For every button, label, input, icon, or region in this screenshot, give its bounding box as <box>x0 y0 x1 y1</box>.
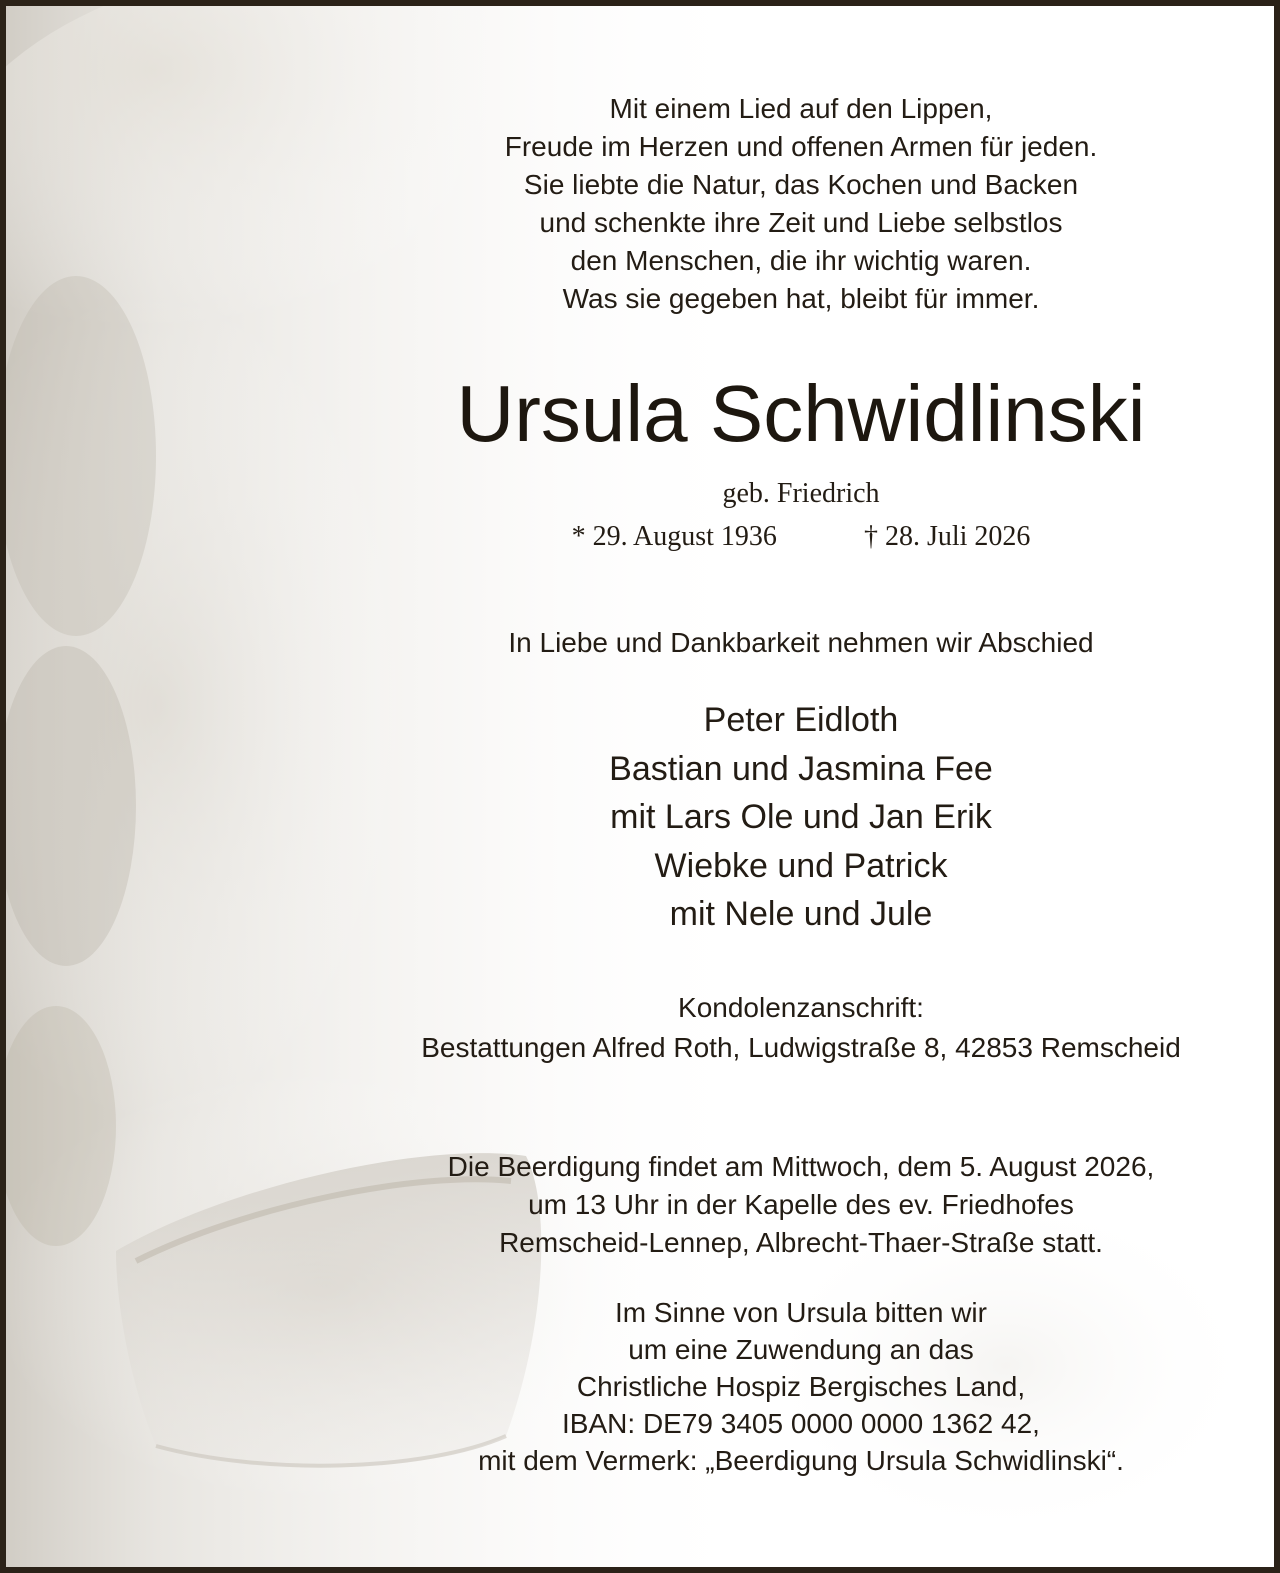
poem-line: Freude im Herzen und offenen Armen für jeden. <box>504 131 1098 162</box>
poem-block <box>386 90 1216 318</box>
life-dates <box>386 517 1216 557</box>
poem-line: Was sie gegeben hat, bleibt für immer. <box>562 283 1040 314</box>
funeral-line: Die Beerdigung findet am Mittwoch, dem 5. August 2026, <box>447 1151 1155 1182</box>
donation-line: Christliche Hospiz Bergisches Land, <box>576 1371 1026 1402</box>
poem-line: den Menschen, die ihr wichtig waren. <box>570 245 1032 276</box>
death-date: † 28. Juli 2026 <box>863 521 1031 552</box>
deceased-name: Ursula Schwidlinski <box>456 369 1146 458</box>
funeral-info <box>386 1148 1216 1262</box>
birth-date: * 29. August 1936 <box>571 521 777 552</box>
poem-line: und schenkte ihre Zeit und Liebe selbstlos <box>539 207 1063 238</box>
family-member: Wiebke und Patrick <box>654 846 948 885</box>
condolence-block <box>386 988 1216 1068</box>
funeral-line: um 13 Uhr in der Kapelle des ev. Friedhofes <box>528 1189 1074 1220</box>
family-member: Peter Eidloth <box>703 701 899 739</box>
poem-line: Mit einem Lied auf den Lippen, <box>609 93 993 124</box>
family-member: mit Lars Ole und Jan Erik <box>610 798 992 836</box>
donation-line: Im Sinne von Ursula bitten wir <box>615 1297 987 1328</box>
funeral-line: Remscheid-Lennep, Albrecht-Thaer-Straße statt. <box>499 1227 1103 1258</box>
donation-line: um eine Zuwendung an das <box>628 1334 974 1365</box>
farewell-text: In Liebe und Dankbarkeit nehmen wir Abschied <box>508 627 1094 658</box>
poem-line: Sie liebte die Natur, das Kochen und Backen <box>523 169 1079 200</box>
donation-iban: IBAN: DE79 3405 0000 0000 1362 42, <box>562 1408 1040 1439</box>
family-member: Bastian und Jasmina Fee <box>609 749 993 788</box>
condolence-address: Bestattungen Alfred Roth, Ludwigstraße 8, 42853 Remscheid <box>421 1032 1181 1063</box>
family-list <box>386 696 1216 939</box>
family-member: mit Nele und Jule <box>669 895 933 933</box>
maiden-name: geb. Friedrich <box>722 478 880 509</box>
donation-info <box>386 1294 1216 1479</box>
donation-line: mit dem Vermerk: „Beerdigung Ursula Schwidlinski“. <box>478 1445 1124 1476</box>
condolence-label: Kondolenzanschrift: <box>678 992 924 1023</box>
